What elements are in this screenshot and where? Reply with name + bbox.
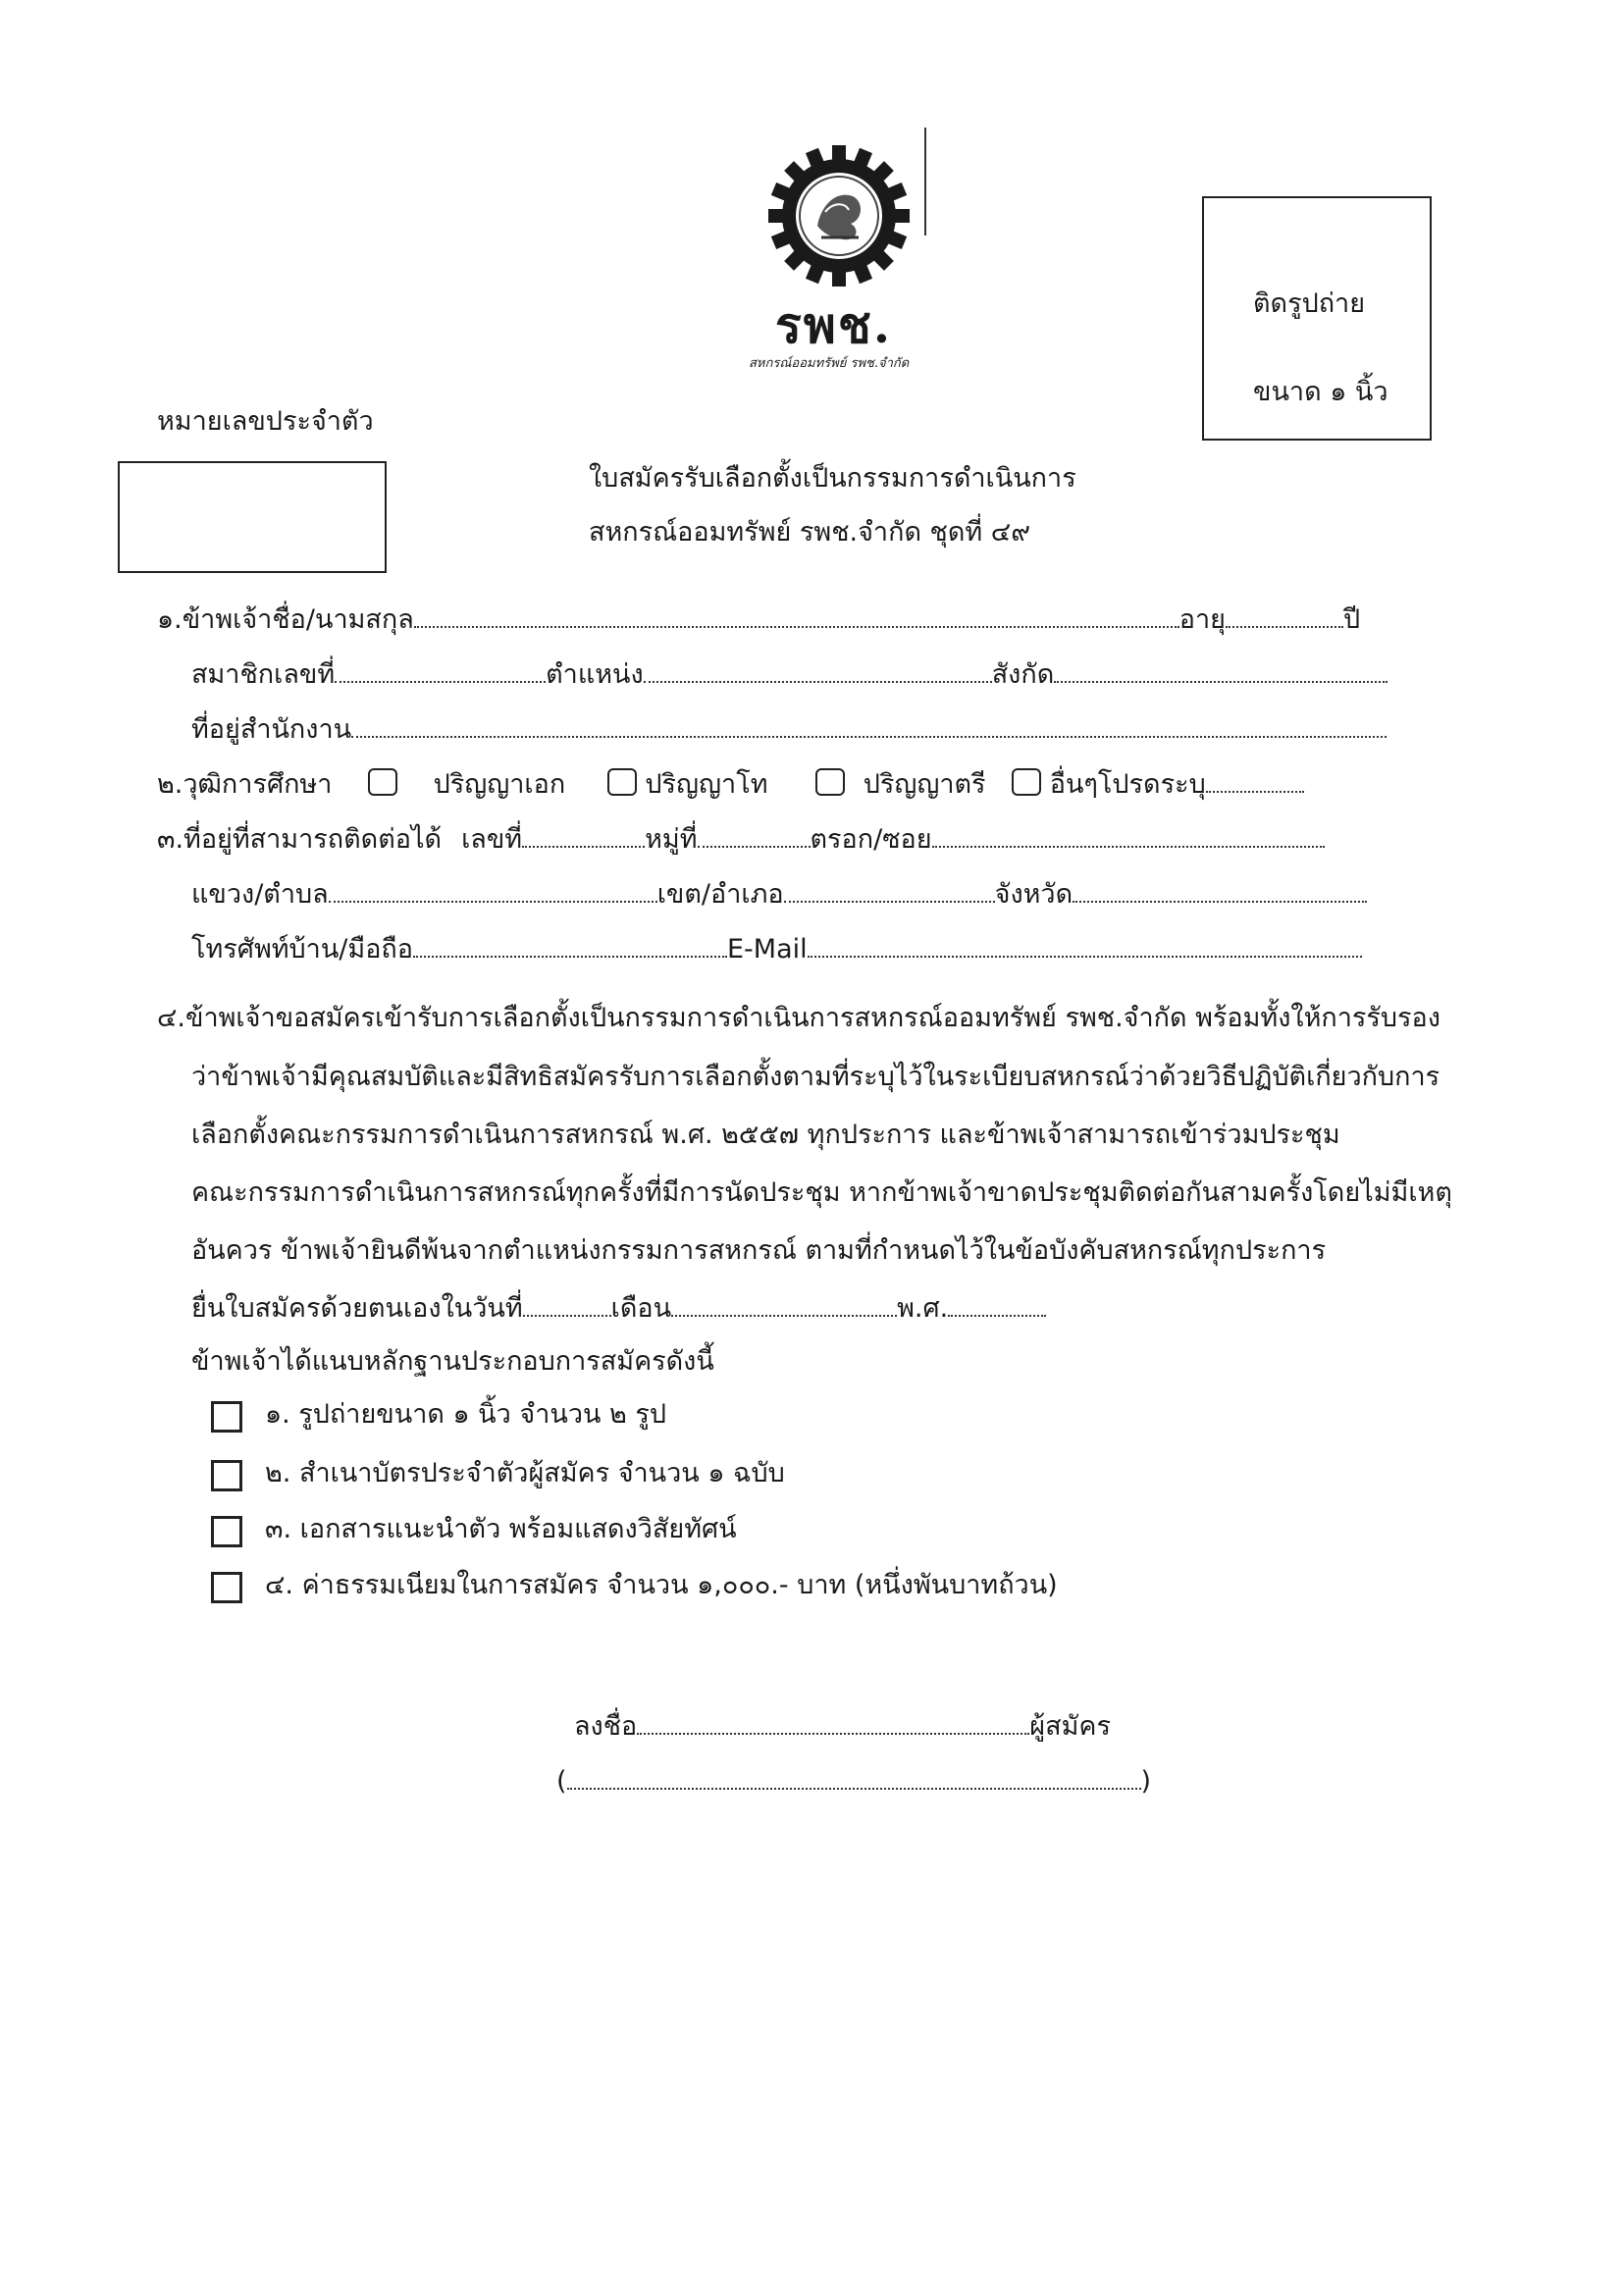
house-no-field[interactable] <box>522 820 645 848</box>
id-number-box[interactable] <box>118 461 387 573</box>
logo <box>749 142 917 388</box>
row-education <box>157 765 1304 805</box>
declaration-line4: คณะกรรมการดำเนินการสหกรณ์ทุกครั้งที่มีการนัดประชุม หากข้าพเจ้าขาดประชุมติดต่อกันสามครั้งโดยไม่มีเหตุ <box>191 1177 1452 1208</box>
subdistrict-label: แขวง/ตำบล <box>191 879 329 910</box>
other-label: อื่นๆโปรดระบุ <box>1049 769 1206 800</box>
attachment-3-checkbox[interactable] <box>211 1516 242 1547</box>
masters-checkbox[interactable] <box>607 768 637 796</box>
age-label: อายุ <box>1178 604 1226 635</box>
open-paren: ( <box>556 1766 567 1797</box>
photo-box-line1: ติดรูปถ่าย <box>1253 288 1366 319</box>
row-member <box>191 655 1387 695</box>
printed-name-field[interactable] <box>567 1762 1141 1790</box>
declaration-line3: เลือกตั้งคณะกรรมการดำเนินการสหกรณ์ พ.ศ. ๒๕๕๗ ทุกประการ และข้าพเจ้าสามารถเข้าร่วมประชุม <box>191 1120 1340 1150</box>
district-label: เขต/อำเภอ <box>656 879 784 910</box>
phd-label: ปริญญาเอก <box>433 769 566 800</box>
house-no-label: เลขที่ <box>461 824 523 855</box>
position-field[interactable] <box>644 655 992 683</box>
close-paren: ) <box>1140 1766 1152 1797</box>
attachment-4-checkbox[interactable] <box>211 1572 242 1603</box>
signature-field[interactable] <box>637 1707 1029 1735</box>
province-label: จังหวัด <box>994 879 1073 910</box>
photo-box-line2: ขนาด ๑ นิ้ว <box>1253 377 1388 407</box>
gear-emblem-icon <box>765 142 913 289</box>
date-prefix-label: ยื่นใบสมัครด้วยตนเองในวันที่ <box>191 1293 523 1324</box>
bachelors-checkbox[interactable] <box>815 768 845 796</box>
be-label: พ.ศ. <box>897 1293 949 1324</box>
attachment-1-checkbox[interactable] <box>211 1401 242 1433</box>
day-field[interactable] <box>523 1289 611 1317</box>
phone-label: โทรศัพท์บ้าน/มือถือ <box>191 934 413 965</box>
phone-field[interactable] <box>413 930 727 958</box>
row-submit-date <box>191 1289 1046 1329</box>
attachment-3-label: ๓. เอกสารแนะนำตัว พร้อมแสดงวิสัยทัศน์ <box>265 1514 737 1544</box>
logo-caption: สหกรณ์ออมทรัพย์ รพช.จำกัด <box>749 356 910 371</box>
row-subdistrict <box>191 875 1367 914</box>
id-label: หมายเลขประจำตัว <box>157 406 374 437</box>
soi-field[interactable] <box>932 820 1325 848</box>
form-title-line2: สหกรณ์ออมทรัพย์ รพช.จำกัด ชุดที่ ๔๙ <box>589 517 1031 548</box>
phd-checkbox[interactable] <box>368 768 397 796</box>
form-title-line1: ใบสมัครรับเลือกตั้งเป็นกรรมการดำเนินการ <box>589 463 1076 494</box>
applicant-label: ผู้สมัคร <box>1029 1711 1111 1742</box>
name-field[interactable] <box>414 600 1179 628</box>
declaration-line1: ๔.ข้าพเจ้าขอสมัครเข้ารับการเลือกตั้งเป็นกรรมการดำเนินการสหกรณ์ออมทรัพย์ รพช.จำกัด พร้อมทั้งให้การรับรอง <box>157 1003 1440 1033</box>
contact-address-label: ๓.ที่อยู่ที่สามารถติดต่อได้ <box>157 824 443 855</box>
email-field[interactable] <box>808 930 1362 958</box>
office-address-label: ที่อยู่สำนักงาน <box>191 714 352 745</box>
district-field[interactable] <box>784 875 995 903</box>
printed-name-row <box>556 1762 1151 1801</box>
member-no-label: สมาชิกเลขที่ <box>191 659 336 690</box>
education-label: ๒.วุฒิการศึกษา <box>157 769 333 800</box>
moo-label: หมู่ที่ <box>645 824 698 855</box>
subdistrict-field[interactable] <box>329 875 657 903</box>
age-field[interactable] <box>1226 600 1343 628</box>
vertical-rule <box>924 128 926 235</box>
name-label: ๑.ข้าพเจ้าชื่อ/นามสกุล <box>157 604 414 635</box>
other-checkbox[interactable] <box>1012 768 1041 796</box>
moo-field[interactable] <box>698 820 811 848</box>
province-field[interactable] <box>1073 875 1367 903</box>
bachelors-label: ปริญญาตรี <box>863 769 986 800</box>
signature-row <box>574 1707 1111 1747</box>
email-label: E-Mail <box>726 934 808 965</box>
photo-box <box>1202 196 1432 441</box>
attachments-intro: ข้าพเจ้าได้แนบหลักฐานประกอบการสมัครดังนี้ <box>191 1346 714 1377</box>
logo-abbreviation: รพช. <box>775 296 893 354</box>
member-no-field[interactable] <box>335 655 546 683</box>
attachment-2-checkbox[interactable] <box>211 1460 242 1491</box>
attachment-4-label: ๔. ค่าธรรมเนียมในการสมัคร จำนวน ๑,๐๐๐.- บาท (หนึ่งพันบาทถ้วน) <box>265 1570 1058 1600</box>
row-office <box>191 710 1387 750</box>
position-label: ตำแหน่ง <box>546 659 644 690</box>
month-label: เดือน <box>610 1293 672 1324</box>
other-field[interactable] <box>1206 765 1304 793</box>
declaration-line5: อันควร ข้าพเจ้ายินดีพ้นจากตำแหน่งกรรมการสหกรณ์ ตามที่กำหนดไว้ในข้อบังคับสหกรณ์ทุกประการ <box>191 1235 1327 1266</box>
year-label: ปี <box>1342 604 1361 635</box>
month-field[interactable] <box>671 1289 897 1317</box>
row-name <box>157 600 1360 640</box>
sign-label: ลงชื่อ <box>574 1711 638 1742</box>
masters-label: ปริญญาโท <box>645 769 768 800</box>
attachment-2-label: ๒. สำเนาบัตรประจำตัวผู้สมัคร จำนวน ๑ ฉบับ <box>265 1458 785 1488</box>
row-phone <box>191 930 1362 969</box>
office-address-field[interactable] <box>351 710 1387 738</box>
be-field[interactable] <box>948 1289 1046 1317</box>
soi-label: ตรอก/ซอย <box>810 824 932 855</box>
attachment-1-label: ๑. รูปถ่ายขนาด ๑ นิ้ว จำนวน ๒ รูป <box>265 1399 667 1430</box>
declaration-line2: ว่าข้าพเจ้ามีคุณสมบัติและมีสิทธิสมัครรับการเลือกตั้งตามที่ระบุไว้ในระเบียบสหกรณ์ว่าด้วยวิธีปฏิบัติเกี่ยวกับการ <box>191 1062 1440 1092</box>
affiliation-label: สังกัด <box>991 659 1055 690</box>
row-contact <box>157 820 1325 860</box>
affiliation-field[interactable] <box>1054 655 1387 683</box>
